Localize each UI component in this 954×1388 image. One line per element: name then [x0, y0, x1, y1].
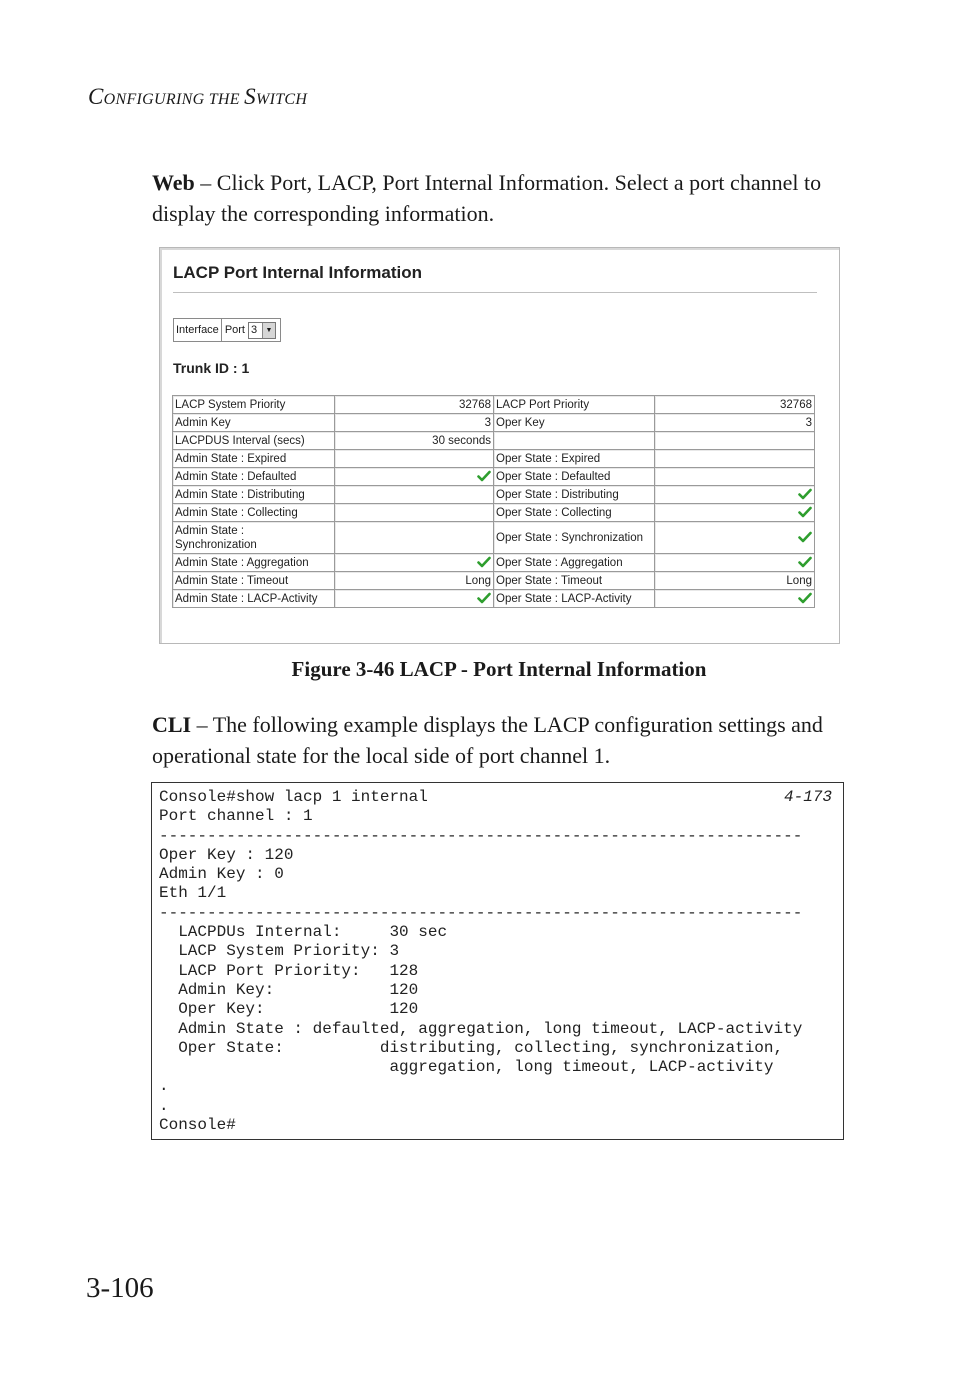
table-cell: Admin State : Synchronization — [173, 522, 335, 554]
table-cell: Admin State : Expired — [173, 450, 335, 468]
table-cell — [655, 450, 815, 468]
code-line: aggregation, long timeout, LACP-activity — [159, 1058, 774, 1077]
table-cell — [655, 486, 815, 504]
screenshot-title: LACP Port Internal Information — [173, 263, 423, 282]
table-row — [173, 504, 815, 522]
table-cell: 3 — [335, 414, 494, 432]
table-cell — [335, 554, 494, 572]
table-cell: Oper State : Collecting — [494, 504, 655, 522]
table-cell: Oper State : Timeout — [494, 572, 655, 590]
table-cell: Long — [655, 572, 815, 590]
code-line: . — [159, 1096, 169, 1115]
table-cell: 3 — [655, 414, 815, 432]
table-cell: 32768 — [655, 396, 815, 414]
table-row — [173, 396, 815, 414]
table-cell: Admin State : Defaulted — [173, 468, 335, 486]
table-cell: Oper Key — [494, 414, 655, 432]
trunk-id: Trunk ID : 1 — [173, 360, 250, 376]
table-cell — [335, 486, 494, 504]
title-divider — [173, 292, 817, 293]
check-icon — [477, 556, 491, 568]
table-cell: Admin State : Aggregation — [173, 554, 335, 572]
table-cell: Admin State : Distributing — [173, 486, 335, 504]
table-cell — [655, 522, 815, 554]
code-line: Eth 1/1 — [159, 884, 227, 903]
table-row — [173, 414, 815, 432]
table-row — [173, 554, 815, 572]
cli-instructions: CLI – The following example displays the LACP configuration settings and operational state for the local side of port channel 1. — [152, 712, 823, 768]
table-row — [173, 486, 815, 504]
table-cell: Admin State : Collecting — [173, 504, 335, 522]
check-icon — [798, 488, 812, 500]
code-line: LACP Port Priority: 128 — [159, 961, 419, 980]
code-line: LACPDUs Internal: 30 sec — [159, 923, 448, 942]
table-row — [173, 432, 815, 450]
web-instructions: Web – Click Port, LACP, Port Internal Information. Select a port channel to display the corresponding information. — [152, 170, 822, 226]
table-cell: Admin Key — [173, 414, 335, 432]
table-cell: 30 seconds — [335, 432, 494, 450]
table-cell: Oper State : Defaulted — [494, 468, 655, 486]
cli-example — [151, 782, 844, 1140]
code-line: Admin Key : 0 — [159, 865, 284, 884]
table-cell — [655, 504, 815, 522]
table-cell: Long — [335, 572, 494, 590]
table-cell: Oper State : LACP-Activity — [494, 590, 655, 608]
table-row — [173, 468, 815, 486]
code-line: Console# — [159, 1116, 236, 1135]
table-cell — [335, 450, 494, 468]
table-cell: Oper State : Aggregation — [494, 554, 655, 572]
code-line: . — [159, 1077, 169, 1096]
table-cell: Oper State : Expired — [494, 450, 655, 468]
code-line: Oper Key: 120 — [159, 1000, 419, 1019]
check-icon — [798, 556, 812, 568]
code-line: ------------------------------------------------------------------- — [159, 903, 803, 922]
table-row — [173, 590, 815, 608]
table-cell — [335, 504, 494, 522]
table-cell — [655, 554, 815, 572]
page-number: 3-106 — [86, 1272, 154, 1304]
table-cell: LACPDUS Interval (secs) — [173, 432, 335, 450]
table-cell: Oper State : Synchronization — [494, 522, 655, 554]
table-row — [173, 572, 815, 590]
running-header: CONFIGURING THE SWITCH — [88, 84, 308, 109]
code-line: Oper State: distributing, collecting, synchronization, — [159, 1038, 784, 1057]
check-icon — [477, 470, 491, 482]
table-row — [173, 522, 815, 554]
table-cell: Admin State : Timeout — [173, 572, 335, 590]
lacp-screenshot — [159, 247, 840, 644]
table-cell — [655, 468, 815, 486]
port-label: Port — [224, 324, 245, 336]
table-cell: Oper State : Distributing — [494, 486, 655, 504]
table-cell — [655, 590, 815, 608]
chevron-down-icon[interactable]: ▼ — [262, 323, 275, 338]
code-line: Port channel : 1 — [159, 807, 313, 826]
check-icon — [477, 592, 491, 604]
table-cell — [494, 432, 655, 450]
table-cell — [335, 468, 494, 486]
check-icon — [798, 531, 812, 543]
table-cell — [335, 522, 494, 554]
code-line: Oper Key : 120 — [159, 845, 294, 864]
port-select-value: 3 — [251, 324, 258, 336]
code-line: Console#show lacp 1 internal — [159, 788, 428, 806]
command-reference: 4-173 — [783, 788, 832, 806]
table-cell: 32768 — [335, 396, 494, 414]
check-icon — [798, 592, 812, 604]
table-cell: LACP System Priority — [173, 396, 335, 414]
figure-caption: Figure 3-46 LACP - Port Internal Information — [291, 657, 707, 681]
check-icon — [798, 506, 812, 518]
code-line: LACP System Priority: 3 — [159, 942, 400, 961]
interface-selector — [173, 318, 281, 342]
table-cell — [335, 590, 494, 608]
code-line: Admin State : defaulted, aggregation, long timeout, LACP-activity — [159, 1019, 803, 1038]
interface-label: Interface — [174, 319, 222, 341]
table-row — [173, 450, 815, 468]
port-select[interactable] — [248, 322, 276, 339]
table-cell — [655, 432, 815, 450]
code-line: ------------------------------------------------------------------- — [159, 826, 803, 845]
table-cell: Admin State : LACP-Activity — [173, 590, 335, 608]
code-line: Admin Key: 120 — [159, 980, 419, 999]
table-cell: LACP Port Priority — [494, 396, 655, 414]
lacp-info-table — [172, 395, 815, 608]
